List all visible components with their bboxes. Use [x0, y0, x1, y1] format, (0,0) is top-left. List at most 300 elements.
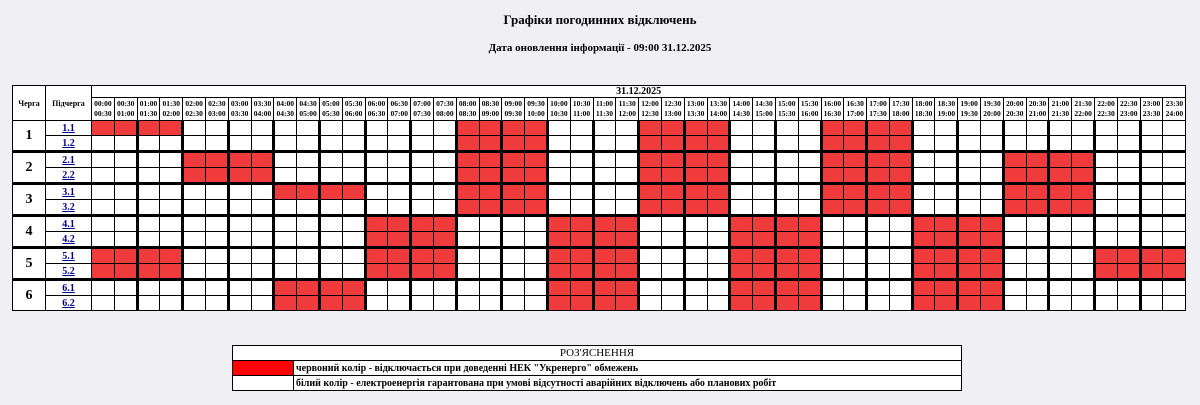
power-slot: [753, 121, 776, 136]
outage-slot: [525, 168, 548, 184]
power-slot: [388, 296, 411, 311]
outage-slot: [821, 136, 844, 152]
power-slot: [342, 248, 365, 264]
outage-slot: [1026, 168, 1049, 184]
subqueue-link[interactable]: 2.1: [62, 154, 75, 166]
power-slot: [228, 248, 251, 264]
time-slot-header: 09:30 10:00: [525, 98, 548, 121]
power-slot: [798, 168, 821, 184]
power-slot: [661, 264, 684, 280]
outage-slot: [160, 264, 183, 280]
power-slot: [137, 184, 160, 200]
power-slot: [1072, 296, 1095, 311]
power-slot: [411, 136, 434, 152]
outage-slot: [570, 232, 593, 248]
power-slot: [958, 168, 981, 184]
power-slot: [1163, 184, 1186, 200]
outage-slot: [1026, 184, 1049, 200]
power-slot: [1140, 296, 1163, 311]
power-slot: [525, 216, 548, 232]
power-slot: [342, 136, 365, 152]
power-slot: [114, 168, 137, 184]
subqueue-link[interactable]: 6.1: [62, 282, 75, 294]
time-slot-header: 21:30 22:00: [1072, 98, 1095, 121]
power-slot: [1049, 280, 1072, 296]
outage-slot: [274, 280, 297, 296]
time-slot-header: 07:00 07:30: [411, 98, 434, 121]
time-slot-header: 10:30 11:00: [570, 98, 593, 121]
power-slot: [1003, 248, 1026, 264]
power-slot: [502, 216, 525, 232]
outage-slot: [456, 184, 479, 200]
power-slot: [981, 136, 1004, 152]
power-slot: [1117, 152, 1140, 168]
schedule-row: [13, 136, 1186, 152]
outage-slot: [1049, 200, 1072, 216]
queue-number: 3: [13, 184, 46, 216]
power-slot: [183, 136, 206, 152]
power-slot: [844, 264, 867, 280]
outage-slot: [661, 184, 684, 200]
subqueue-link[interactable]: 1.2: [62, 137, 75, 149]
power-slot: [1095, 232, 1118, 248]
outage-slot: [160, 248, 183, 264]
power-slot: [570, 121, 593, 136]
power-slot: [525, 296, 548, 311]
time-slot-header: 06:30 07:00: [388, 98, 411, 121]
outage-slot: [479, 152, 502, 168]
legend-title: РОЗ'ЯСНЕННЯ: [233, 346, 962, 361]
outage-slot: [365, 264, 388, 280]
power-slot: [1026, 264, 1049, 280]
legend-red-text: червоний колір - відключається при доведенні НЕК "Укренерго" обмежень: [294, 361, 962, 376]
power-slot: [1140, 200, 1163, 216]
outage-slot: [547, 216, 570, 232]
power-slot: [639, 280, 662, 296]
legend-table: [232, 345, 962, 391]
power-slot: [1095, 168, 1118, 184]
outage-slot: [433, 264, 456, 280]
power-slot: [981, 121, 1004, 136]
power-slot: [297, 216, 320, 232]
outage-slot: [867, 184, 890, 200]
power-slot: [502, 280, 525, 296]
outage-slot: [570, 216, 593, 232]
power-slot: [547, 136, 570, 152]
outage-slot: [456, 136, 479, 152]
power-slot: [593, 136, 616, 152]
outage-slot: [798, 296, 821, 311]
power-slot: [1072, 232, 1095, 248]
outage-slot: [297, 296, 320, 311]
outage-slot: [707, 184, 730, 200]
power-slot: [92, 232, 115, 248]
power-slot: [867, 280, 890, 296]
outage-slot: [958, 216, 981, 232]
outage-slot: [661, 152, 684, 168]
schedule-row: [13, 121, 1186, 136]
outage-slot: [1026, 152, 1049, 168]
power-slot: [707, 296, 730, 311]
outage-slot: [616, 248, 639, 264]
power-slot: [479, 232, 502, 248]
subqueue-cell: [46, 216, 92, 232]
power-slot: [411, 168, 434, 184]
power-slot: [935, 152, 958, 168]
outage-slot: [730, 280, 753, 296]
power-slot: [1049, 232, 1072, 248]
outage-slot: [661, 121, 684, 136]
outage-slot: [570, 296, 593, 311]
power-slot: [456, 280, 479, 296]
power-slot: [844, 248, 867, 264]
power-slot: [433, 184, 456, 200]
power-slot: [639, 264, 662, 280]
outage-slot: [1072, 184, 1095, 200]
outage-slot: [912, 216, 935, 232]
outage-slot: [1049, 184, 1072, 200]
power-slot: [1026, 232, 1049, 248]
power-slot: [456, 296, 479, 311]
power-slot: [1163, 200, 1186, 216]
power-slot: [570, 200, 593, 216]
power-slot: [593, 121, 616, 136]
power-slot: [1117, 280, 1140, 296]
outage-slot: [1163, 264, 1186, 280]
power-slot: [1095, 200, 1118, 216]
outage-slot: [593, 296, 616, 311]
subqueue-link[interactable]: 4.1: [62, 218, 75, 230]
outage-slot: [1003, 152, 1026, 168]
power-slot: [775, 184, 798, 200]
power-slot: [1163, 232, 1186, 248]
subqueue-link[interactable]: 5.1: [62, 250, 75, 262]
outage-slot: [798, 280, 821, 296]
power-slot: [342, 232, 365, 248]
outage-slot: [1003, 200, 1026, 216]
power-slot: [319, 121, 342, 136]
power-slot: [730, 152, 753, 168]
power-slot: [365, 136, 388, 152]
outage-slot: [297, 280, 320, 296]
outage-slot: [935, 216, 958, 232]
schedule-row: [13, 184, 1186, 200]
power-slot: [342, 121, 365, 136]
power-slot: [411, 280, 434, 296]
outage-slot: [502, 200, 525, 216]
subqueue-cell: [46, 168, 92, 184]
power-slot: [1072, 216, 1095, 232]
power-slot: [684, 264, 707, 280]
outage-slot: [274, 296, 297, 311]
outage-slot: [92, 121, 115, 136]
power-slot: [775, 136, 798, 152]
outage-slot: [593, 264, 616, 280]
schedule-row: [13, 168, 1186, 184]
power-slot: [411, 152, 434, 168]
power-slot: [114, 136, 137, 152]
outage-slot: [319, 184, 342, 200]
outage-slot: [889, 200, 912, 216]
power-slot: [730, 184, 753, 200]
schedule-row: [13, 296, 1186, 311]
power-slot: [502, 232, 525, 248]
outage-slot: [958, 280, 981, 296]
outage-slot: [661, 200, 684, 216]
power-slot: [251, 200, 274, 216]
power-slot: [1072, 136, 1095, 152]
power-slot: [570, 136, 593, 152]
power-slot: [205, 248, 228, 264]
power-slot: [684, 248, 707, 264]
power-slot: [1026, 121, 1049, 136]
power-slot: [228, 136, 251, 152]
power-slot: [274, 168, 297, 184]
power-slot: [297, 168, 320, 184]
outage-slot: [433, 216, 456, 232]
schedule-table: [12, 85, 1186, 311]
outage-slot: [1026, 200, 1049, 216]
power-slot: [525, 232, 548, 248]
power-slot: [958, 184, 981, 200]
outage-slot: [912, 280, 935, 296]
outage-slot: [502, 152, 525, 168]
power-slot: [1072, 280, 1095, 296]
power-slot: [205, 136, 228, 152]
power-slot: [867, 232, 890, 248]
outage-slot: [775, 280, 798, 296]
outage-slot: [935, 248, 958, 264]
power-slot: [388, 200, 411, 216]
power-slot: [1117, 136, 1140, 152]
power-slot: [616, 136, 639, 152]
power-slot: [1163, 136, 1186, 152]
outage-slot: [639, 200, 662, 216]
power-slot: [160, 280, 183, 296]
outage-slot: [456, 168, 479, 184]
power-slot: [775, 168, 798, 184]
power-slot: [1117, 184, 1140, 200]
outage-slot: [297, 184, 320, 200]
outage-slot: [525, 121, 548, 136]
power-slot: [707, 264, 730, 280]
outage-slot: [1095, 264, 1118, 280]
time-slot-header: 23:00 23:30: [1140, 98, 1163, 121]
power-slot: [205, 232, 228, 248]
outage-slot: [525, 152, 548, 168]
power-slot: [1140, 168, 1163, 184]
power-slot: [1049, 136, 1072, 152]
outage-slot: [798, 232, 821, 248]
power-slot: [1095, 121, 1118, 136]
outage-slot: [92, 264, 115, 280]
outage-slot: [570, 264, 593, 280]
outage-slot: [365, 248, 388, 264]
power-slot: [114, 184, 137, 200]
outage-slot: [821, 200, 844, 216]
subqueue-link[interactable]: 3.2: [62, 201, 75, 213]
power-slot: [251, 121, 274, 136]
power-slot: [1003, 136, 1026, 152]
outage-slot: [479, 184, 502, 200]
power-slot: [1003, 280, 1026, 296]
power-slot: [821, 296, 844, 311]
power-slot: [798, 136, 821, 152]
power-slot: [958, 136, 981, 152]
outage-slot: [479, 168, 502, 184]
subqueue-link[interactable]: 3.1: [62, 186, 75, 198]
power-slot: [1095, 136, 1118, 152]
outage-slot: [821, 121, 844, 136]
power-slot: [114, 216, 137, 232]
outage-slot: [114, 121, 137, 136]
outage-slot: [981, 216, 1004, 232]
outage-slot: [525, 200, 548, 216]
time-slot-header: 15:30 16:00: [798, 98, 821, 121]
power-slot: [867, 296, 890, 311]
outage-slot: [1003, 168, 1026, 184]
power-slot: [616, 184, 639, 200]
power-slot: [1049, 248, 1072, 264]
power-slot: [411, 121, 434, 136]
power-slot: [981, 184, 1004, 200]
power-slot: [92, 280, 115, 296]
outage-slot: [502, 168, 525, 184]
outage-slot: [388, 232, 411, 248]
outage-slot: [342, 184, 365, 200]
outage-slot: [867, 168, 890, 184]
power-slot: [205, 121, 228, 136]
power-slot: [205, 296, 228, 311]
outage-slot: [183, 168, 206, 184]
subqueue-link[interactable]: 4.2: [62, 233, 75, 245]
power-slot: [274, 232, 297, 248]
power-slot: [821, 280, 844, 296]
power-slot: [1072, 264, 1095, 280]
power-slot: [684, 296, 707, 311]
power-slot: [821, 216, 844, 232]
outage-slot: [867, 136, 890, 152]
power-slot: [342, 168, 365, 184]
power-slot: [525, 264, 548, 280]
outage-slot: [935, 296, 958, 311]
power-slot: [137, 168, 160, 184]
outage-slot: [958, 248, 981, 264]
time-slot-header: 03:00 03:30: [228, 98, 251, 121]
outage-slot: [753, 280, 776, 296]
outage-slot: [730, 248, 753, 264]
power-slot: [365, 152, 388, 168]
outage-slot: [1072, 152, 1095, 168]
time-slot-header: 13:30 14:00: [707, 98, 730, 121]
subqueue-cell: [46, 296, 92, 311]
power-slot: [1003, 296, 1026, 311]
queue-number: 4: [13, 216, 46, 248]
power-slot: [160, 232, 183, 248]
outage-slot: [639, 136, 662, 152]
power-slot: [433, 200, 456, 216]
outage-slot: [684, 168, 707, 184]
power-slot: [456, 248, 479, 264]
outage-slot: [137, 121, 160, 136]
power-slot: [889, 264, 912, 280]
power-slot: [1026, 136, 1049, 152]
power-slot: [639, 248, 662, 264]
outage-slot: [342, 280, 365, 296]
power-slot: [707, 248, 730, 264]
subqueue-link[interactable]: 1.1: [62, 122, 75, 134]
time-slot-header: 00:00 00:30: [92, 98, 115, 121]
time-slot-header: 09:00 09:30: [502, 98, 525, 121]
outage-slot: [137, 264, 160, 280]
outage-slot: [661, 136, 684, 152]
power-slot: [342, 200, 365, 216]
power-slot: [912, 136, 935, 152]
outage-slot: [525, 184, 548, 200]
power-slot: [798, 200, 821, 216]
power-slot: [661, 296, 684, 311]
outage-slot: [411, 216, 434, 232]
power-slot: [1117, 121, 1140, 136]
power-slot: [593, 200, 616, 216]
power-slot: [775, 152, 798, 168]
schedule-row: [13, 264, 1186, 280]
power-slot: [981, 152, 1004, 168]
power-slot: [753, 152, 776, 168]
power-slot: [935, 121, 958, 136]
power-slot: [867, 264, 890, 280]
power-slot: [183, 232, 206, 248]
page-title: Графіки погодинних відключень: [503, 12, 697, 27]
power-slot: [433, 168, 456, 184]
power-slot: [753, 136, 776, 152]
outage-slot: [889, 184, 912, 200]
power-slot: [661, 280, 684, 296]
power-slot: [456, 232, 479, 248]
outage-slot: [1049, 152, 1072, 168]
power-slot: [274, 136, 297, 152]
power-slot: [183, 216, 206, 232]
time-slot-header: 11:30 12:00: [616, 98, 639, 121]
time-slot-header: 22:00 22:30: [1095, 98, 1118, 121]
outage-slot: [1117, 264, 1140, 280]
power-slot: [753, 168, 776, 184]
power-slot: [844, 280, 867, 296]
outage-slot: [92, 248, 115, 264]
power-slot: [1163, 152, 1186, 168]
time-slot-header: 00:30 01:00: [114, 98, 137, 121]
schedule-row: [13, 152, 1186, 168]
subqueue-link[interactable]: 6.2: [62, 297, 75, 309]
outage-slot: [684, 184, 707, 200]
subqueue-link[interactable]: 5.2: [62, 265, 75, 277]
outage-slot: [775, 248, 798, 264]
power-slot: [1163, 280, 1186, 296]
outage-slot: [1140, 264, 1163, 280]
power-slot: [502, 264, 525, 280]
outage-slot: [319, 280, 342, 296]
outage-slot: [844, 168, 867, 184]
power-slot: [1163, 168, 1186, 184]
power-slot: [388, 121, 411, 136]
legend-red-swatch: [233, 361, 294, 376]
power-slot: [274, 152, 297, 168]
outage-slot: [639, 152, 662, 168]
subqueue-link[interactable]: 2.2: [62, 169, 75, 181]
time-slot-header: 14:30 15:00: [753, 98, 776, 121]
power-slot: [228, 232, 251, 248]
outage-slot: [775, 264, 798, 280]
